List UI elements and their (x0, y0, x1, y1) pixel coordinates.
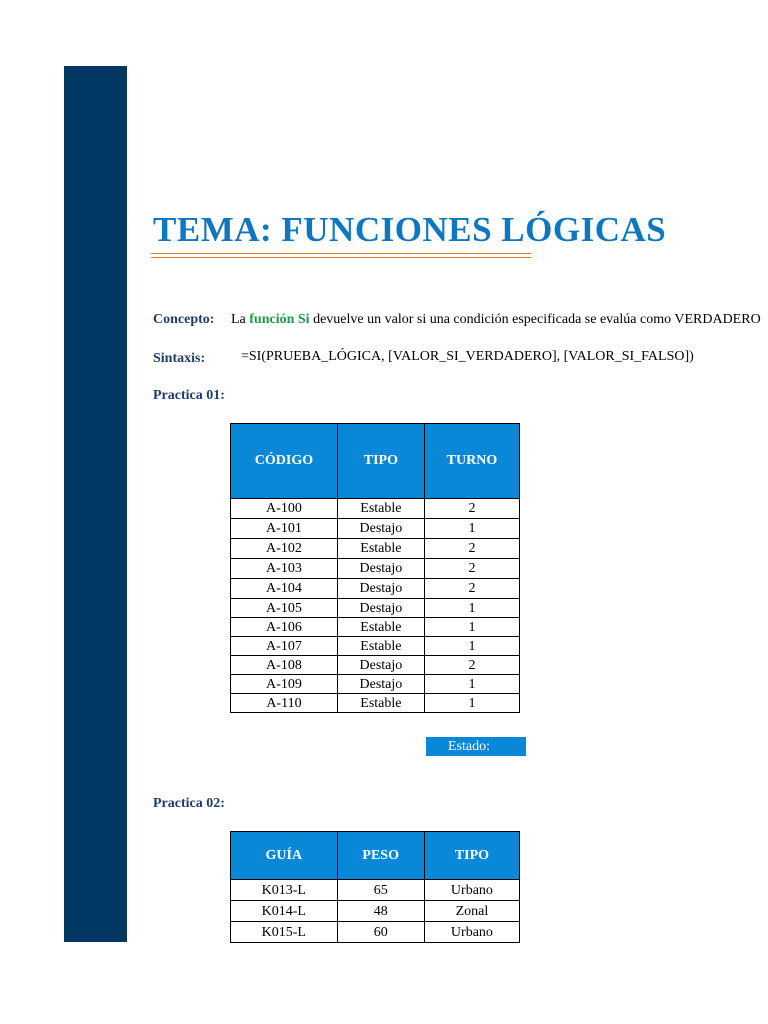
cell-guia: K014-L (231, 901, 338, 922)
header-peso: PESO (337, 832, 424, 880)
cell-codigo: A-102 (231, 539, 338, 559)
cell-codigo: A-101 (231, 519, 338, 539)
table-row (231, 901, 520, 922)
table-row (231, 519, 520, 539)
cell-codigo: A-100 (231, 499, 338, 519)
title-underline-2 (151, 257, 531, 258)
table-row (231, 880, 520, 901)
cell-codigo: A-109 (231, 675, 338, 694)
sheet-view (127, 0, 761, 1024)
cell-turno: 2 (424, 579, 519, 599)
table-row (231, 637, 520, 656)
cell-turno: 1 (424, 675, 519, 694)
practica-01-label: Practica 01: (153, 388, 225, 403)
cell-codigo: A-106 (231, 618, 338, 637)
table-row (231, 599, 520, 618)
cell-peso: 65 (337, 880, 424, 901)
concepto-prefix: La (231, 312, 250, 327)
table-row (231, 656, 520, 675)
cell-tipo: Destajo (337, 599, 424, 618)
cell-tipo: Urbano (424, 880, 519, 901)
table-row (231, 539, 520, 559)
header-turno: TURNO (424, 424, 519, 499)
cell-codigo: A-107 (231, 637, 338, 656)
table-row (231, 694, 520, 713)
cell-tipo: Destajo (337, 519, 424, 539)
cell-turno: 2 (424, 656, 519, 675)
practica-01-table (230, 423, 520, 713)
cell-tipo: Estable (337, 694, 424, 713)
cell-tipo: Destajo (337, 559, 424, 579)
header-tipo: TIPO (337, 424, 424, 499)
header-row (231, 832, 520, 880)
cell-tipo: Estable (337, 499, 424, 519)
practica-02-label: Practica 02: (153, 796, 225, 811)
table-row (231, 559, 520, 579)
table-row (231, 579, 520, 599)
header-tipo: TIPO (424, 832, 519, 880)
table-row (231, 499, 520, 519)
cell-codigo: A-110 (231, 694, 338, 713)
cell-codigo: A-108 (231, 656, 338, 675)
cell-tipo: Destajo (337, 656, 424, 675)
header-row (231, 424, 520, 499)
cell-peso: 48 (337, 901, 424, 922)
title-underline (151, 253, 531, 254)
cell-codigo: A-105 (231, 599, 338, 618)
cell-codigo: A-104 (231, 579, 338, 599)
cell-peso: 60 (337, 922, 424, 943)
cell-guia: K013-L (231, 880, 338, 901)
cell-tipo: Urbano (424, 922, 519, 943)
cell-turno: 2 (424, 559, 519, 579)
cell-turno: 1 (424, 637, 519, 656)
cell-turno: 1 (424, 694, 519, 713)
table-row (231, 618, 520, 637)
cell-tipo: Zonal (424, 901, 519, 922)
cell-turno: 2 (424, 499, 519, 519)
cell-tipo: Estable (337, 637, 424, 656)
practica-02-table (230, 831, 520, 943)
cell-tipo: Destajo (337, 579, 424, 599)
cell-guia: K015-L (231, 922, 338, 943)
cell-turno: 1 (424, 599, 519, 618)
funcion-si-highlight: función Si (249, 312, 310, 327)
sidebar-band (64, 66, 127, 942)
cell-codigo: A-103 (231, 559, 338, 579)
concepto-text (231, 312, 761, 328)
cell-tipo: Estable (337, 539, 424, 559)
cell-turno: 1 (424, 519, 519, 539)
concepto-suffix: devuelve un valor si una condición especificada se evalúa como VERDADERO (309, 312, 761, 327)
cell-turno: 2 (424, 539, 519, 559)
page-title: TEMA: FUNCIONES LÓGICAS (153, 210, 667, 249)
cell-tipo: Estable (337, 618, 424, 637)
concepto-label: Concepto: (153, 312, 215, 327)
header-codigo: CÓDIGO (231, 424, 338, 499)
cell-turno: 1 (424, 618, 519, 637)
table-row (231, 675, 520, 694)
table-row (231, 922, 520, 943)
cell-tipo: Destajo (337, 675, 424, 694)
sintaxis-label: Sintaxis: (153, 351, 206, 366)
sintaxis-formula: =SI(PRUEBA_LÓGICA, [VALOR_SI_VERDADERO], [VALOR_SI_FALSO]) (241, 349, 694, 364)
estado-label: Estado: (426, 737, 526, 756)
header-guia: GUÍA (231, 832, 338, 880)
